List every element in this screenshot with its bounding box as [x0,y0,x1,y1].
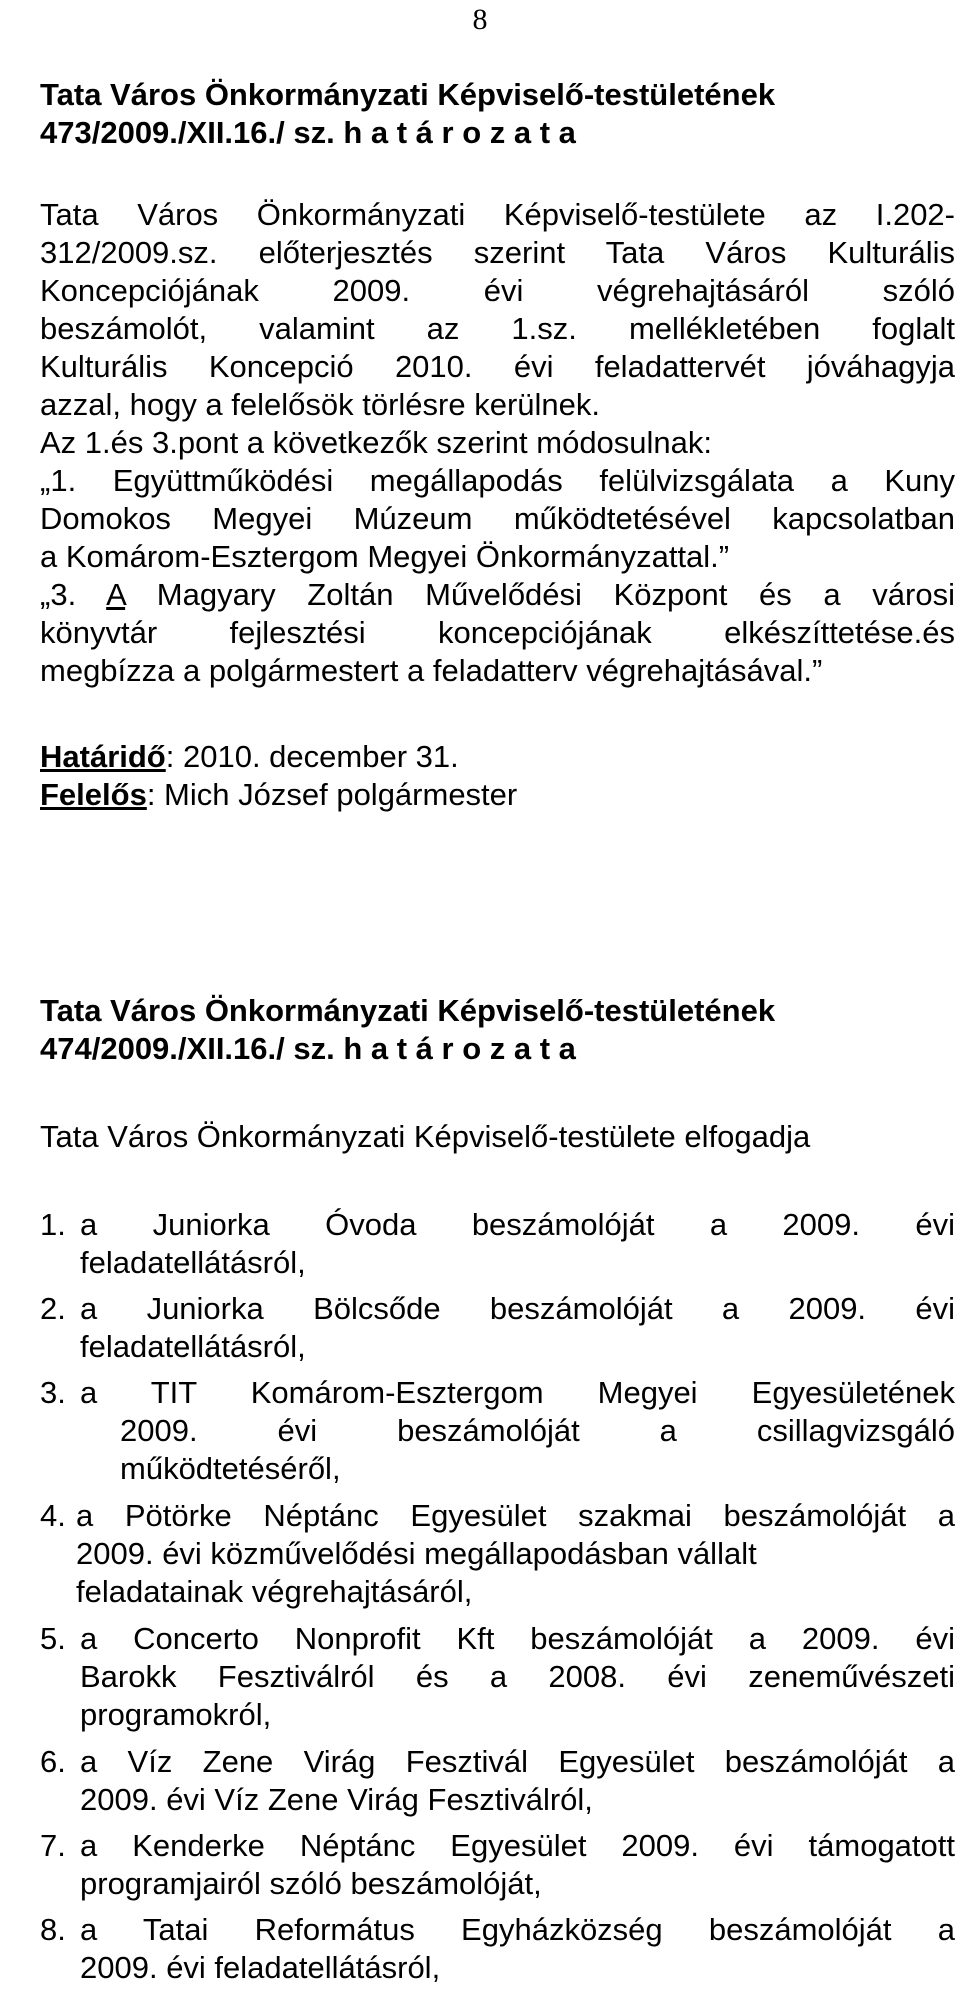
resolution-473-body-line: 312/2009.sz. előterjesztés szerint Tata Város Kulturális [40,235,955,270]
list-item-line: programokról, [80,1697,272,1732]
point3-line: könyvtár fejlesztési koncepciójának elkészíttetése.és [40,615,955,650]
responsible-label: Felelős [40,777,147,812]
list-item-line: Barokk Fesztiválról és a 2008. évi zeneművészeti [80,1659,955,1694]
resolution-473-body-line: Kulturális Koncepció 2010. évi feladattervét jóváhagyja [40,349,955,384]
list-item-number: 3. [40,1375,66,1410]
resolution-473-title-line1: Tata Város Önkormányzati Képviselő-testületének [40,77,776,112]
list-item-line: feladatellátásról, [80,1245,306,1280]
list-item-line: feladatellátásról, [80,1329,306,1364]
list-item [40,1620,955,1734]
page-number: 8 [472,3,488,36]
list-item-line: a Juniorka Bölcsőde beszámolóját a 2009. évi [80,1291,955,1326]
point3-underlined-a: A [106,577,126,612]
list-item-line: a Tatai Református Egyházközség beszámolóját a [80,1912,955,1947]
resolution-473-body-line: Koncepciójának 2009. évi végrehajtásáról szóló [40,273,955,308]
list-item-number: 5. [40,1621,66,1656]
list-item [40,1206,955,1282]
point3-line [40,576,955,614]
deadline-label: Határidő [40,739,166,774]
list-item [40,1497,955,1611]
list-item-line: 2009. évi közművelődési megállapodásban vállalt [76,1536,757,1571]
resolution-473-body-line: Tata Város Önkormányzati Képviselő-testülete az I.202- [40,197,955,232]
list-item-line: feladatainak végrehajtásáról, [76,1574,473,1609]
resolution-473-body-line: Az 1.és 3.pont a következők szerint módosulnak: [40,425,713,460]
list-item-line: a Juniorka Óvoda beszámolóját a 2009. évi [80,1207,955,1242]
list-item-line: a Pötörke Néptánc Egyesület szakmai beszámolóját a [76,1498,955,1533]
list-item [40,1911,955,1987]
list-item-line: működtetéséről, [120,1451,341,1486]
resolution-473-body-line: beszámolót, valamint az 1.sz. mellékletében foglalt [40,311,955,346]
point1-line: Domokos Megyei Múzeum működtetésével kapcsolatban [40,501,955,536]
point1-line: a Komárom-Esztergom Megyei Önkormányzattal.” [40,539,730,574]
resolution-474-title-line2: 474/2009./XII.16./ sz. h a t á r o z a t a [40,1031,576,1066]
list-item-line: programjairól szóló beszámolóját, [80,1866,542,1901]
list-item-number: 7. [40,1828,66,1863]
list-item [40,1290,955,1366]
list-item-number: 2. [40,1291,66,1326]
list-item-line: 2009. évi Víz Zene Virág Fesztiválról, [80,1782,593,1817]
list-item [40,1827,955,1903]
list-item-line: a Kenderke Néptánc Egyesület 2009. évi támogatott [80,1828,955,1863]
list-item-number: 4. [40,1498,66,1533]
responsible [40,776,955,814]
point3-prefix: „3. [40,577,107,612]
point3-line: megbízza a polgármestert a feladatterv végrehajtásával.” [40,653,823,688]
list-item-line: 2009. évi feladatellátásról, [80,1950,441,1985]
list-item [40,1743,955,1819]
list-item [40,1374,955,1488]
resolution-474-title-line1: Tata Város Önkormányzati Képviselő-testületének [40,993,776,1028]
resolution-473-body-line: azzal, hogy a felelősök törlésre kerülnek. [40,387,601,422]
resolution-473-title-line2: 473/2009./XII.16./ sz. h a t á r o z a t a [40,115,576,150]
list-item-number: 1. [40,1207,66,1242]
list-item-line: a Víz Zene Virág Fesztivál Egyesület beszámolóját a [80,1744,955,1779]
point3-rest: Magyary Zoltán Művelődési Központ és a városi [125,577,955,612]
list-item-line: a TIT Komárom-Esztergom Megyei Egyesületének [80,1375,955,1410]
point1-line: „1. Együttműködési megállapodás felülvizsgálata a Kuny [40,463,955,498]
deadline-value: : 2010. december 31. [165,739,459,774]
list-item-number: 8. [40,1912,66,1947]
list-item-line: 2009. évi beszámolóját a csillagvizsgáló [120,1413,955,1448]
list-item-line: a Concerto Nonprofit Kft beszámolóját a 2009. évi [80,1621,955,1656]
responsible-value: : Mich József polgármester [146,777,518,812]
list-item-number: 6. [40,1744,66,1779]
resolution-474-intro: Tata Város Önkormányzati Képviselő-testülete elfogadja [40,1119,811,1154]
deadline [40,738,955,776]
